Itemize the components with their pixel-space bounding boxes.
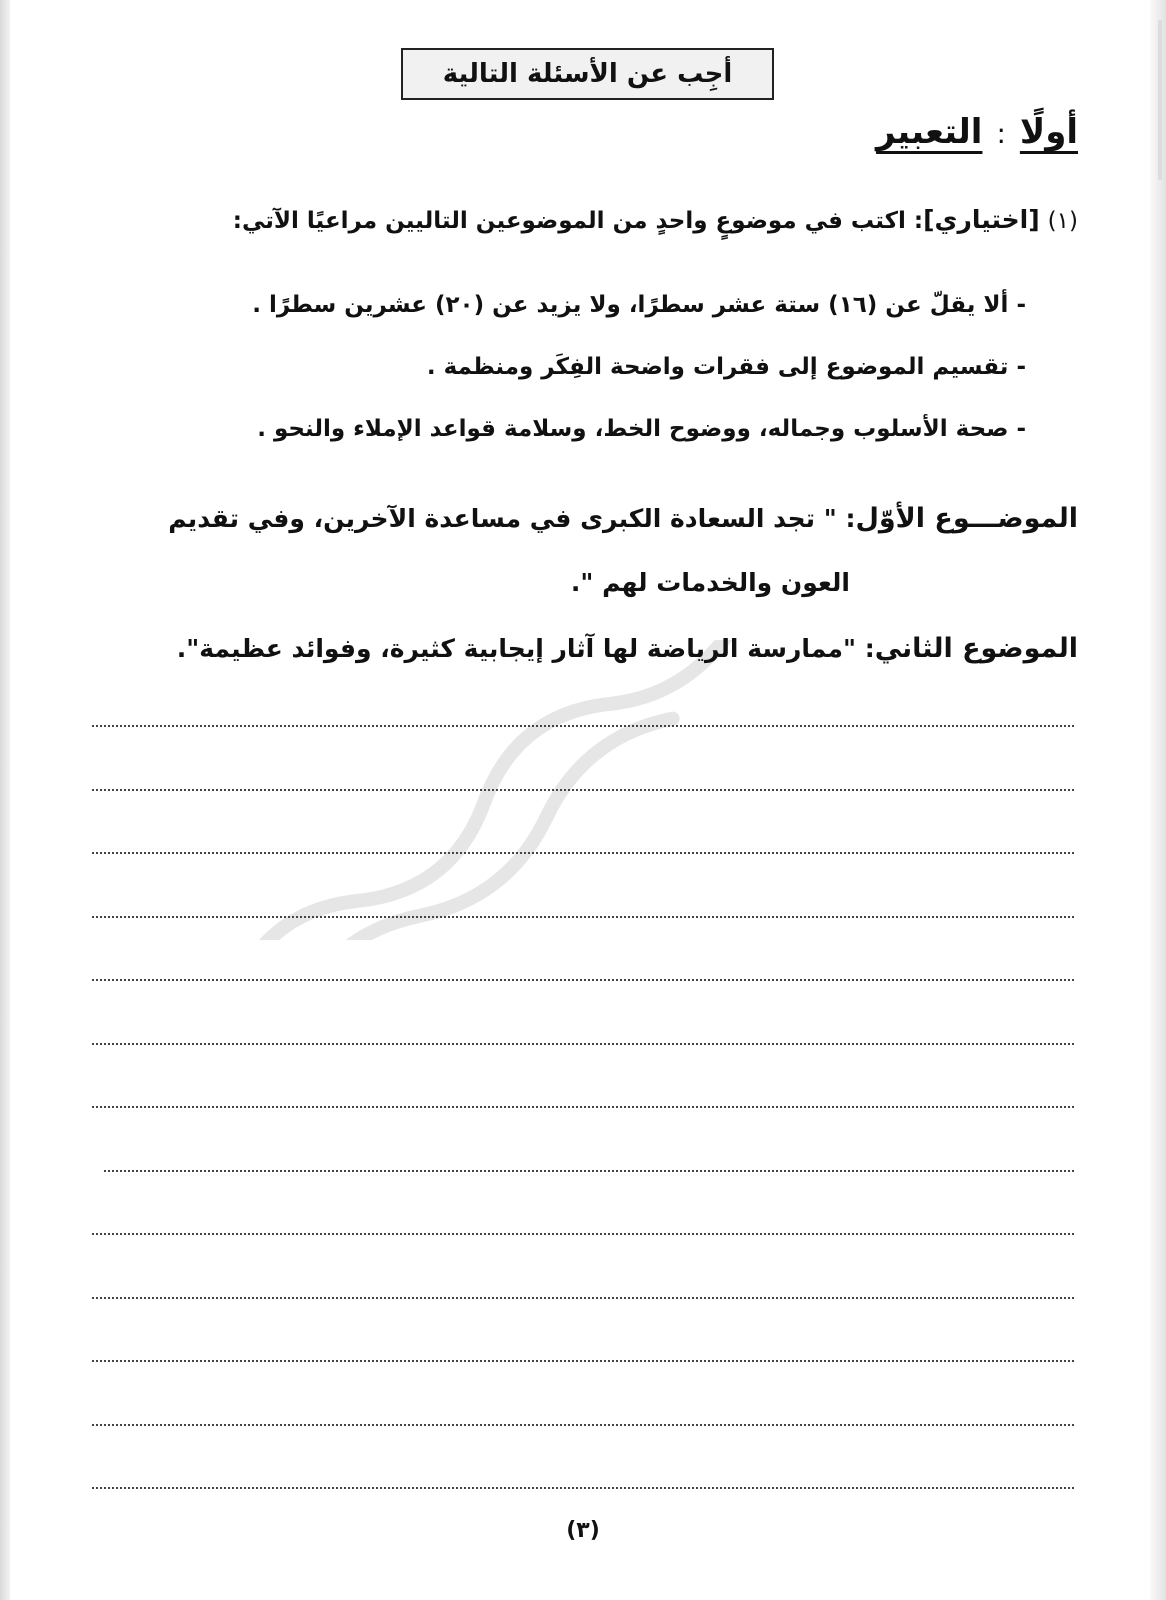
answer-line[interactable] [92, 916, 1074, 918]
criterion-item: - تقسيم الموضوع إلى فقرات واضحة الفِكَر ومنظمة . [426, 354, 1026, 380]
answer-line[interactable] [92, 1360, 1074, 1362]
section-separator: : [996, 117, 1006, 150]
question-line [88, 205, 1078, 234]
criteria-list [252, 285, 1026, 471]
answer-line[interactable] [92, 1106, 1074, 1108]
criterion-item: - ألا يقلّ عن (١٦) ستة عشر سطرًا، ولا يزيد عن (٢٠) عشرين سطرًا . [252, 292, 1026, 318]
question-text: : اكتب في موضوعٍ واحدٍ من الموضوعين التاليين مراعيًا الآتي: [232, 208, 924, 234]
topic-1 [88, 487, 1078, 615]
question-tag: [اختياري] [923, 205, 1040, 234]
section-label: أولًا [1019, 112, 1078, 152]
topic-2-text: : "ممارسة الرياضة لها آثار إيجابية كثيرة، وفوائد عظيمة". [176, 634, 875, 663]
header-title: أجِب عن الأسئلة التالية [442, 59, 733, 89]
topic-2 [88, 617, 1078, 681]
answer-line[interactable] [92, 725, 1074, 727]
topic-1-label: الموضـــوع الأوّل [855, 503, 1078, 534]
answer-line[interactable] [92, 1233, 1074, 1235]
answer-line[interactable] [92, 1297, 1074, 1299]
topic-1-text: : " تجد السعادة الكبرى في مساعدة الآخرين، وفي تقديم [168, 504, 856, 533]
answer-line[interactable] [92, 789, 1074, 791]
answer-lines [92, 725, 1074, 1551]
section-title [876, 112, 1078, 152]
question-number: (١) [1047, 208, 1078, 234]
topic-2-label: الموضوع الثاني [874, 633, 1078, 664]
scrollbar-thumb[interactable] [1158, 20, 1162, 180]
answer-line[interactable] [92, 1424, 1074, 1426]
page-number: (٣) [566, 1518, 600, 1543]
section-name: التعبير [876, 112, 983, 152]
answer-line[interactable] [92, 1487, 1074, 1489]
topic-1-continuation: العون والخدمات لهم ". [570, 568, 850, 597]
instructions-header [401, 48, 774, 100]
answer-line[interactable] [104, 1170, 1074, 1172]
answer-line[interactable] [92, 979, 1074, 981]
criterion-item: - صحة الأسلوب وجماله، ووضوح الخط، وسلامة قواعد الإملاء والنحو . [257, 416, 1026, 442]
page-left-edge [0, 0, 10, 1600]
answer-line[interactable] [92, 1043, 1074, 1045]
page-right-edge [1150, 0, 1166, 1600]
answer-line[interactable] [92, 852, 1074, 854]
